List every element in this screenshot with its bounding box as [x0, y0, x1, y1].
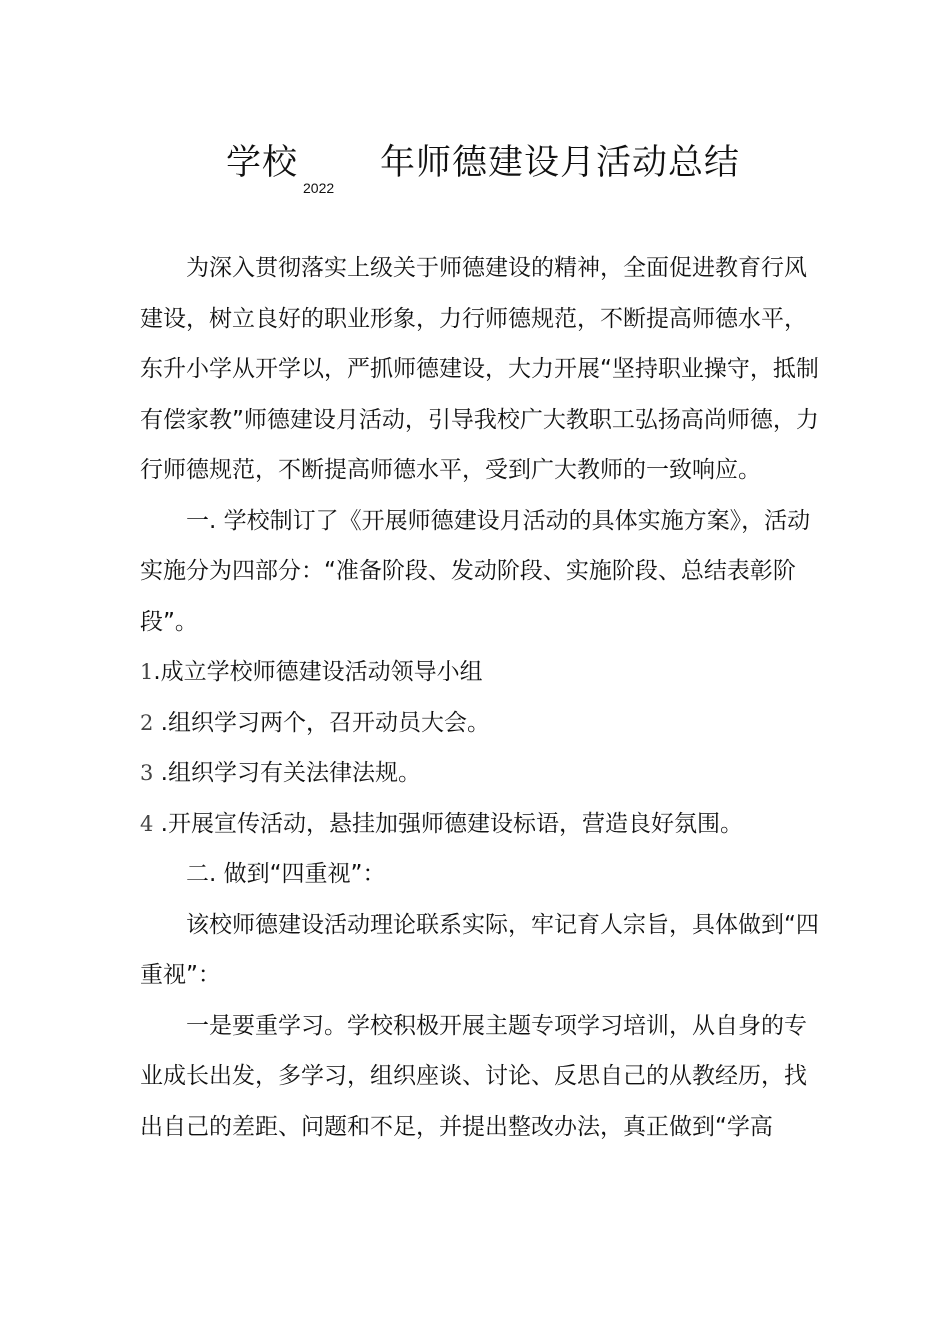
list-item: [140, 698, 820, 749]
list-item-number: 2: [140, 710, 154, 735]
list-item-number: 4: [140, 811, 154, 836]
list-item-text: .开展宣传活动，悬挂加强师德建设标语，营造良好氛围。: [153, 810, 743, 837]
title-year: 2022: [303, 180, 335, 196]
list-item: [140, 799, 820, 850]
list-item-number: 1: [140, 660, 154, 684]
section-one-paragraph: 一. 学校制订了《开展师德建设月活动的具体实施方案》，活动实施分为四部分：“准备阶段、发动阶段、实施阶段、总结表彰阶段”。: [140, 507, 811, 635]
list-item-number: 3: [140, 761, 154, 785]
section-two-paragraph: 该校师德建设活动理论联系实际，牢记育人宗旨，具体做到“四重视”：: [140, 911, 819, 988]
title-main: 年师德建设月活动总结: [380, 143, 741, 183]
document-title: [0, 138, 950, 208]
section-two-heading: 二. 做到“四重视”：: [186, 861, 386, 887]
list-item: [140, 748, 820, 799]
list-item-text: .组织学习有关法律法规。: [153, 760, 421, 786]
point-one-paragraph: 一是要重学习。学校积极开展主题专项学习培训，从自身的专业成长出发，多学习，组织座谈、讨论、反思自己的从教经历，找出自己的差距、问题和不足，并提出整改办法，真正做到“学高: [140, 1012, 807, 1140]
list-item-text: .组织学习两个，召开动员大会。: [153, 709, 490, 736]
document-body: [140, 243, 820, 1152]
list-item-text: .成立学校师德建设活动领导小组: [153, 659, 483, 685]
list-item: [140, 647, 820, 698]
intro-paragraph: 为深入贯彻落实上级关于师德建设的精神，全面促进教育行风建设，树立良好的职业形象，力行师德规范，不断提高师德水平，东升小学从开学以，严抓师德建设，大力开展“坚持职业操守，抵制有偿家教”师德建设月活动，引导我校广大教职工弘扬高尚师德，力行师德规范，不断提高师德水平，受到广大教师的一致响应。: [140, 255, 819, 483]
title-prefix: 学校: [226, 143, 299, 183]
